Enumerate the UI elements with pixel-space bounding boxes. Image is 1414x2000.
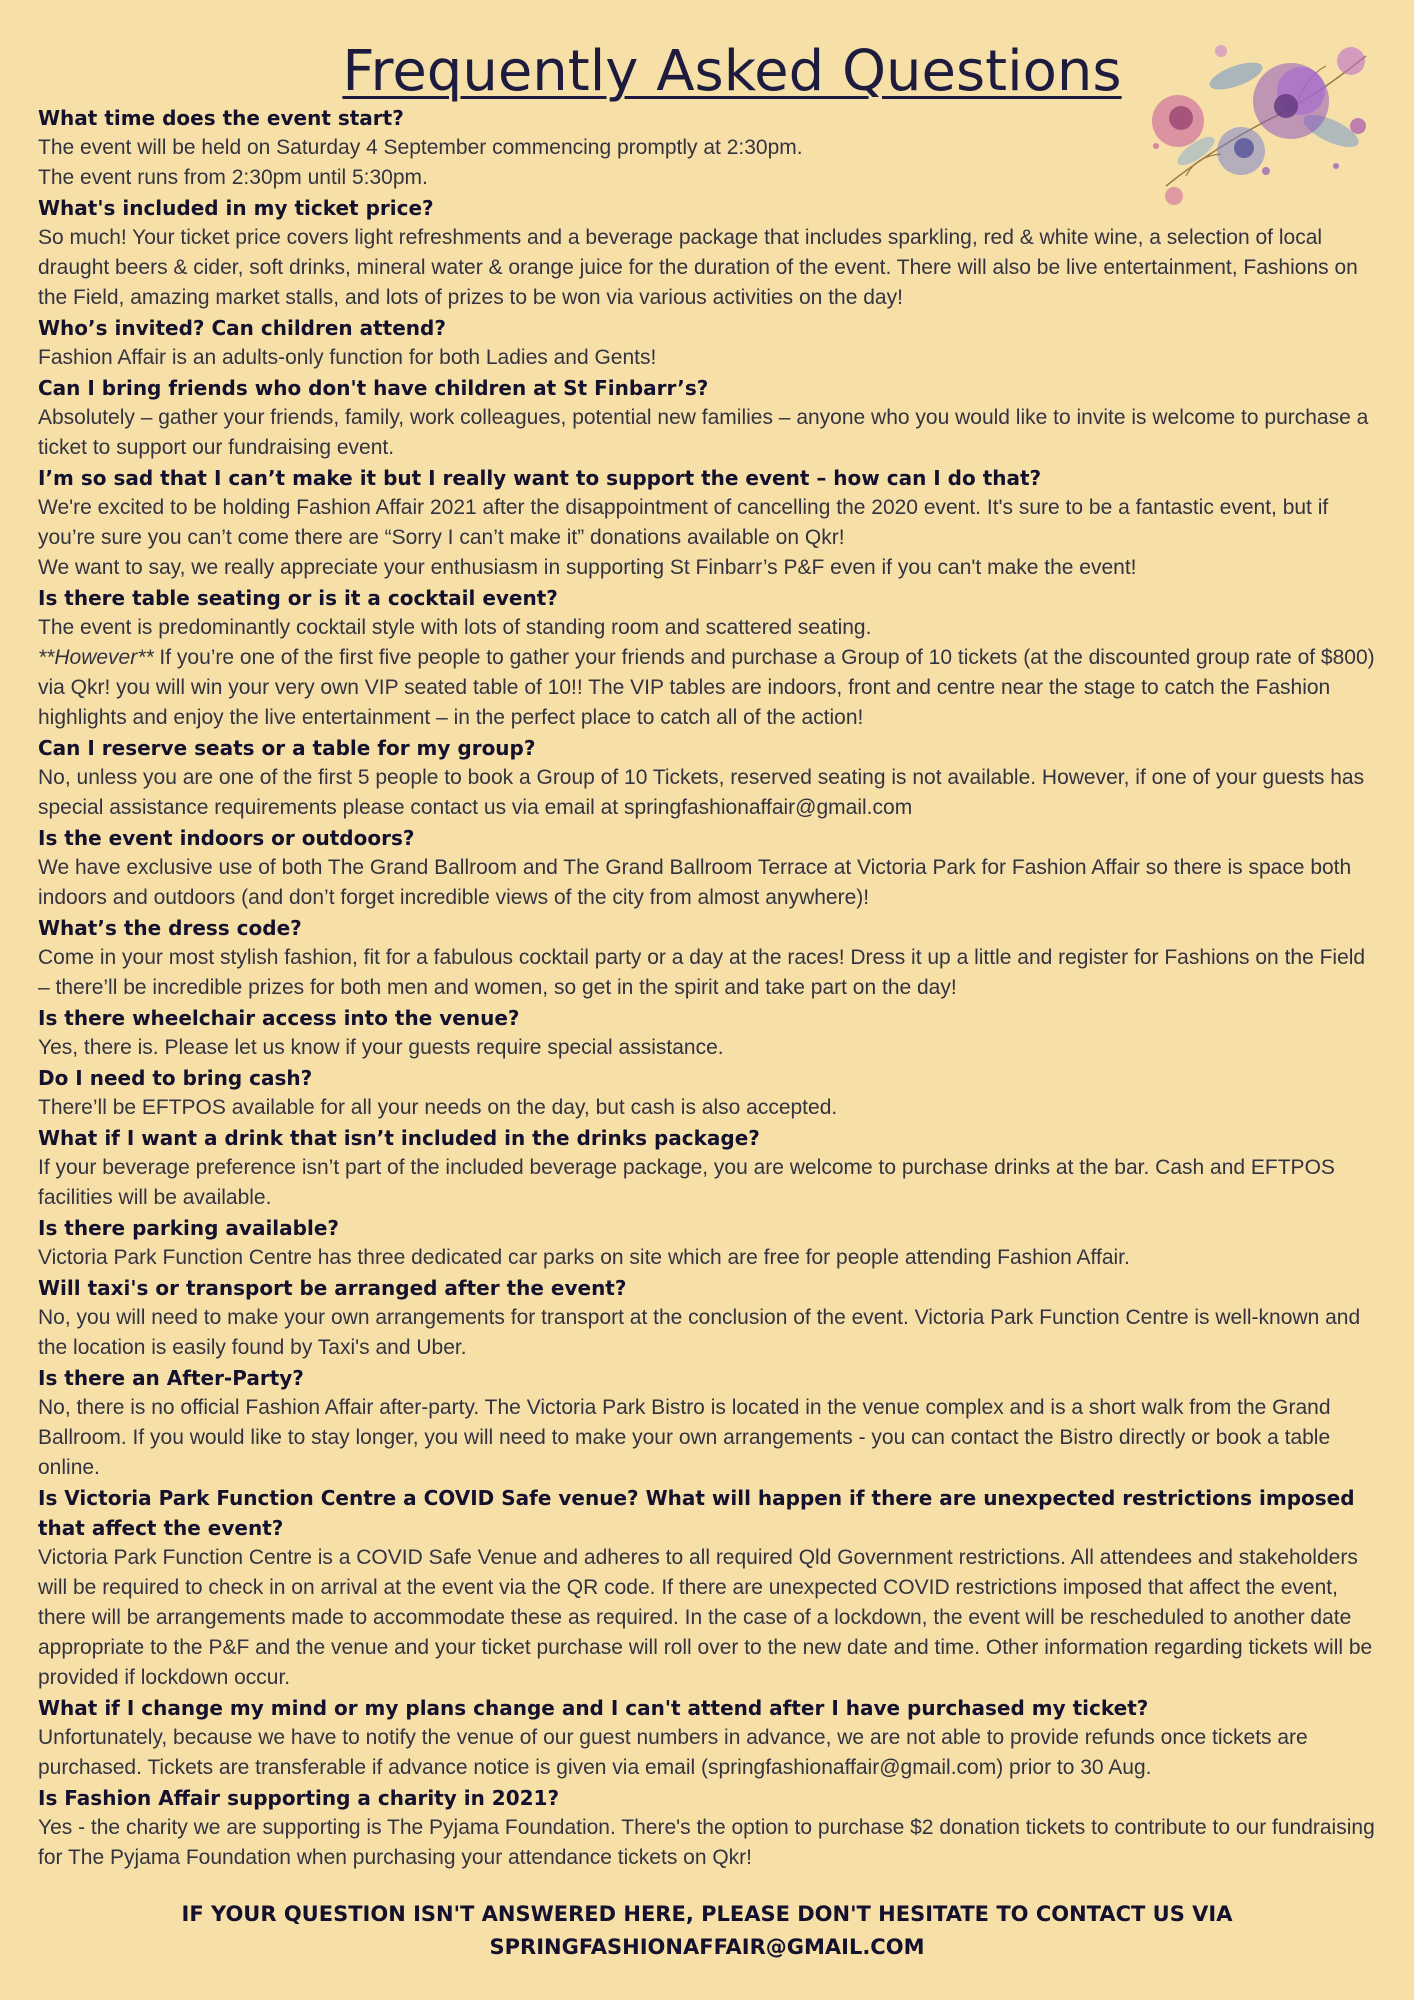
faq-item — [38, 373, 1378, 463]
faq-item — [38, 1783, 1378, 1873]
faq-answer: So much! Your ticket price covers light refreshments and a beverage package that includes sparkling, red & white wine, a selection of local draught beers & cider, soft drinks, mineral water & orange juice for the duration of the event. There will also be live entertainment, Fashions on the Field, amazing market stalls, and lots of prizes to be won via various activities on the day! — [38, 226, 1358, 309]
faq-question: What’s the dress code? — [38, 916, 302, 940]
faq-question: I’m so sad that I can’t make it but I really want to support the event – how can I do that? — [38, 466, 1042, 490]
faq-answer-continued: If you’re one of the first five people to gather your friends and purchase a Group of 10 tickets (at the discounted group rate of $800) via Qkr! you will win your very own VIP seated table of 10!! The VIP tables are indoors, front and centre near the stage to catch the Fashion highlights and enjoy the live entertainment – in the perfect place to catch all of the action! — [38, 646, 1375, 729]
emphasis-text: **However** — [38, 646, 154, 669]
faq-item — [38, 1063, 1378, 1123]
page-title: Frequently Asked Questions — [342, 39, 1122, 104]
faq-answer: Come in your most stylish fashion, fit for a fabulous cocktail party or a day at the races! Dress it up a little and register for Fashions on the Field – there’ll be incredible prizes for both men and women, so get in the spirit and take part on the day! — [38, 946, 1366, 999]
faq-item — [38, 1273, 1378, 1363]
faq-answer: No, you will need to make your own arrangements for transport at the conclusion of the event. Victoria Park Function Centre is well-known and the location is easily found by Taxi's and Uber. — [38, 1306, 1361, 1359]
faq-question: Will taxi's or transport be arranged after the event? — [38, 1276, 627, 1300]
faq-question: Is there wheelchair access into the venue? — [38, 1006, 520, 1030]
faq-answer: The event runs from 2:30pm until 5:30pm. — [38, 166, 428, 189]
faq-question: What time does the event start? — [38, 106, 404, 130]
faq-question: Can I bring friends who don't have children at St Finbarr’s? — [38, 376, 709, 400]
faq-answer: Yes, there is. Please let us know if your guests require special assistance. — [38, 1036, 724, 1059]
faq-item — [38, 103, 1378, 193]
faq-question: Do I need to bring cash? — [38, 1066, 313, 1090]
faq-question: Is the event indoors or outdoors? — [38, 826, 415, 850]
faq-item — [38, 1693, 1378, 1783]
faq-answer — [38, 643, 1378, 733]
faq-answer: We're excited to be holding Fashion Affair 2021 after the disappointment of cancelling the 2020 event. It's sure to be a fantastic event, but if you’re sure you can’t come there are “Sorry I can’t make it” donations available on Qkr! — [38, 496, 1329, 549]
faq-question: Who’s invited? Can children attend? — [38, 316, 446, 340]
faq-question: What if I change my mind or my plans change and I can't attend after I have purchased my ticket? — [38, 1696, 1149, 1720]
faq-answer: Absolutely – gather your friends, family, work colleagues, potential new families – anyone who you would like to invite is welcome to purchase a ticket to support our fundraising event. — [38, 406, 1369, 459]
faq-answer: Yes - the charity we are supporting is The Pyjama Foundation. There's the option to purchase $2 donation tickets to contribute to our fundraising for The Pyjama Foundation when purchasing your attendance tickets on Qkr! — [38, 1816, 1375, 1869]
faq-list — [38, 103, 1378, 1873]
faq-answer: Fashion Affair is an adults-only function for both Ladies and Gents! — [38, 346, 657, 369]
faq-answer: There’ll be EFTPOS available for all your needs on the day, but cash is also accepted. — [38, 1096, 838, 1119]
faq-question: What's included in my ticket price? — [38, 196, 434, 220]
faq-item — [38, 823, 1378, 913]
faq-item — [38, 583, 1378, 733]
faq-question: Is Fashion Affair supporting a charity in 2021? — [38, 1786, 560, 1810]
faq-answer: Victoria Park Function Centre has three dedicated car parks on site which are free for people attending Fashion Affair. — [38, 1246, 1130, 1269]
faq-question: Can I reserve seats or a table for my group? — [38, 736, 536, 760]
footer-email: SPRINGFASHIONAFFAIR@GMAIL.COM — [489, 1935, 925, 1959]
contact-footer — [0, 1898, 1414, 1964]
faq-answer: No, there is no official Fashion Affair after-party. The Victoria Park Bistro is located in the venue complex and is a short walk from the Grand Ballroom. If you would like to stay longer, you will need to make your own arrangements - you can contact the Bistro directly or book a table online. — [38, 1396, 1331, 1479]
faq-item — [38, 1123, 1378, 1213]
faq-item — [38, 733, 1378, 823]
faq-item — [38, 463, 1378, 583]
faq-question: Is Victoria Park Function Centre a COVID Safe venue? What will happen if there are unexpected restrictions imposed that affect the event? — [38, 1486, 1355, 1540]
faq-answer: The event will be held on Saturday 4 September commencing promptly at 2:30pm. — [38, 136, 803, 159]
faq-question: Is there an After-Party? — [38, 1366, 304, 1390]
faq-item — [38, 1483, 1378, 1693]
faq-question: What if I want a drink that isn’t included in the drinks package? — [38, 1126, 760, 1150]
faq-answer: No, unless you are one of the first 5 people to book a Group of 10 Tickets, reserved seating is not available. However, if one of your guests has special assistance requirements please contact us via email at springfashionaffair@gmail.com — [38, 766, 1365, 819]
faq-answer: Unfortunately, because we have to notify the venue of our guest numbers in advance, we are not able to provide refunds once tickets are purchased. Tickets are transferable if advance notice is given via email (springfashionaffair@gmail.com) prior to 30 Aug. — [38, 1726, 1308, 1779]
footer-line: IF YOUR QUESTION ISN'T ANSWERED HERE, PLEASE DON'T HESITATE TO CONTACT US VIA — [181, 1902, 1233, 1926]
faq-answer: We have exclusive use of both The Grand Ballroom and The Grand Ballroom Terrace at Victoria Park for Fashion Affair so there is space both indoors and outdoors (and don’t forget incredible views of the city from almost anywhere)! — [38, 856, 1352, 909]
faq-answer: If your beverage preference isn’t part of the included beverage package, you are welcome to purchase drinks at the bar. Cash and EFTPOS facilities will be available. — [38, 1156, 1335, 1209]
faq-answer: Victoria Park Function Centre is a COVID Safe Venue and adheres to all required Qld Government restrictions. All attendees and stakeholders will be required to check in on arrival at the event via the QR code. If there are unexpected COVID restrictions imposed that affect the event, there will be arrangements made to accommodate these as required. In the case of a lockdown, the event will be rescheduled to another date appropriate to the P&F and the venue and your ticket purchase will roll over to the new date and time. Other information regarding tickets will be provided if lockdown occur. — [38, 1546, 1373, 1689]
faq-answer: We want to say, we really appreciate your enthusiasm in supporting St Finbarr’s P&F even if you can't make the event! — [38, 556, 1137, 579]
faq-answer: The event is predominantly cocktail style with lots of standing room and scattered seating. — [38, 616, 872, 639]
faq-item — [38, 193, 1378, 313]
faq-item — [38, 1363, 1378, 1483]
faq-question: Is there parking available? — [38, 1216, 339, 1240]
faq-item — [38, 1213, 1378, 1273]
faq-item — [38, 313, 1378, 373]
faq-item — [38, 1003, 1378, 1063]
faq-question: Is there table seating or is it a cocktail event? — [38, 586, 558, 610]
faq-item — [38, 913, 1378, 1003]
